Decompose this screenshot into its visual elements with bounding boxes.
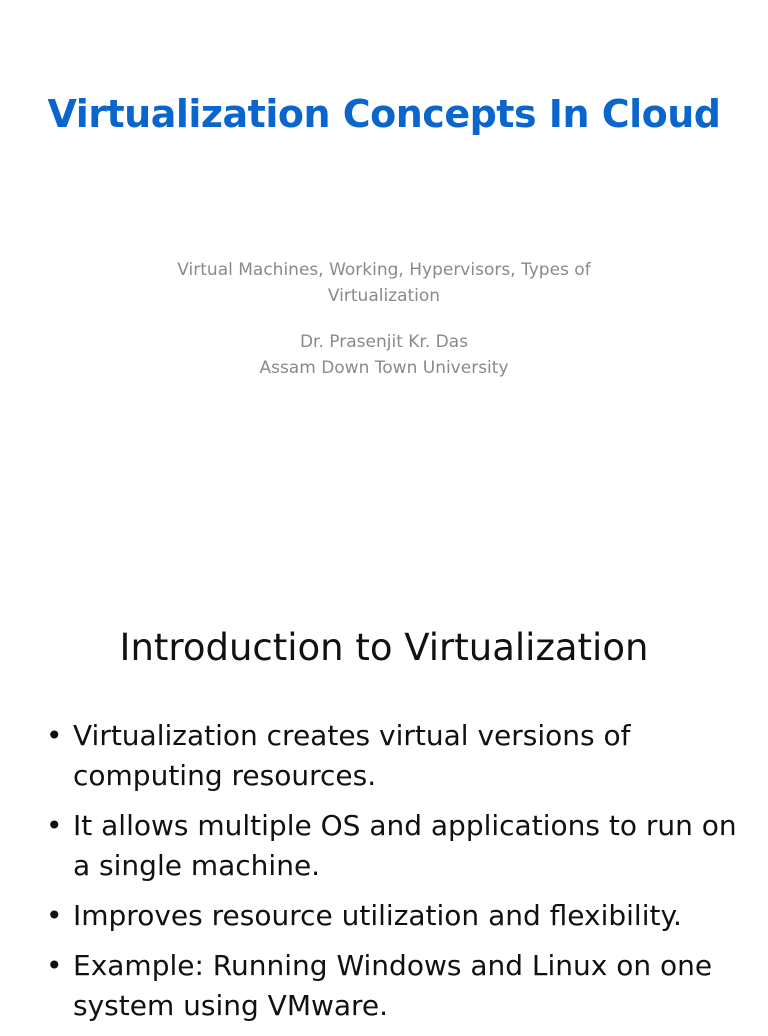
bullet-text: Improves resource utilization and flexibility. — [73, 899, 682, 932]
subtitle-topics-line-2: Virtualization — [327, 286, 441, 306]
bullet-text: Virtualization creates virtual versions of computing resources. — [73, 719, 631, 792]
bullet-icon: • — [46, 719, 63, 752]
slide-title: Virtualization Concepts In Cloud — [47, 92, 721, 136]
bullet-text: Example: Running Windows and Linux on one system using VMware. — [73, 949, 713, 1022]
author-name: Dr. Prasenjit Kr. Das — [299, 332, 469, 352]
bullet-icon: • — [46, 899, 63, 932]
section-title: Introduction to Virtualization — [119, 626, 649, 669]
bullet-item — [46, 806, 746, 886]
bullet-icon: • — [46, 949, 63, 982]
bullet-text: It allows multiple OS and applications to run on a single machine. — [73, 809, 737, 882]
bullet-item — [46, 716, 746, 796]
author-affiliation: Assam Down Town University — [259, 358, 509, 378]
subtitle-spacer — [134, 309, 634, 329]
bullet-list — [46, 716, 746, 1036]
bullet-icon: • — [46, 809, 63, 842]
bullet-item — [46, 946, 746, 1026]
bullet-item — [46, 896, 746, 936]
slide-subtitle-block — [134, 257, 634, 381]
subtitle-topics-line-1: Virtual Machines, Working, Hypervisors, Types of — [177, 260, 591, 280]
